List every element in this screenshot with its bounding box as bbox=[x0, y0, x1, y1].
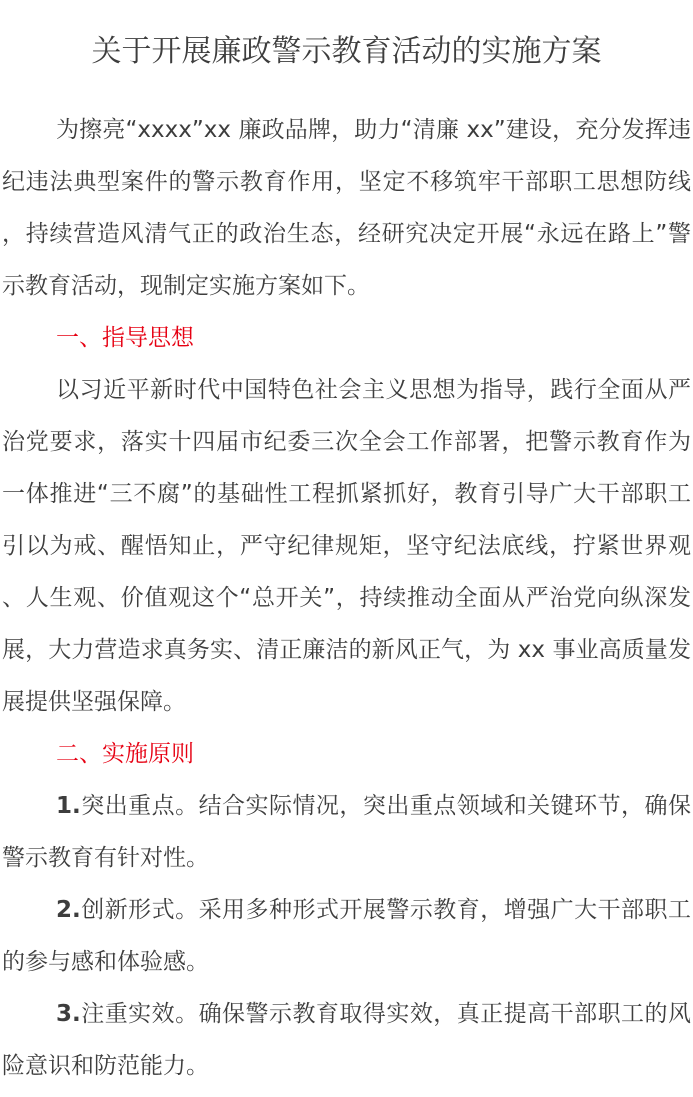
guiding-ideology-paragraph: 以习近平新时代中国特色社会主义思想为指导，践行全面从严治党要求，落实十四届市纪委三次全会工作部署，把警示教育作为一体推进“三不腐”的基础性工程抓紧抓好，教育引导广大干部职工引以为戒、醒悟知止，严守纪律规矩，坚守纪法底线，拧紧世界观、人生观、价值观这个“总开关”，持续推动全面从严治党向纵深发展，大力营造求真务实、清正廉洁的新风正气，为 xx 事业高质量发展提供坚强保障。 bbox=[2, 377, 691, 715]
principle-number: 2. bbox=[56, 897, 81, 923]
principle-number: 1. bbox=[56, 793, 81, 819]
document-body bbox=[2, 104, 691, 1092]
intro-paragraph: 为擦亮“xxxx”xx 廉政品牌，助力“清廉 xx”建设，充分发挥违纪违法典型案件的警示教育作用，坚定不移筑牢干部职工思想防线，持续营造风清气正的政治生态，经研究决定开展“永远在路上”警示教育活动，现制定实施方案如下。 bbox=[2, 117, 691, 299]
document-title: 关于开展廉政警示教育活动的实施方案 bbox=[91, 34, 602, 69]
principle-item bbox=[2, 780, 691, 884]
principle-number: 3. bbox=[56, 1001, 81, 1027]
section-heading-principles: 二、实施原则 bbox=[56, 741, 194, 767]
principle-text: 创新形式。采用多种形式开展警示教育，增强广大干部职工的参与感和体验感。 bbox=[2, 897, 691, 975]
principle-item bbox=[2, 988, 691, 1092]
principle-item bbox=[2, 884, 691, 988]
principle-text: 突出重点。结合实际情况，突出重点领域和关键环节，确保警示教育有针对性。 bbox=[2, 793, 691, 871]
section-heading-guiding-ideology: 一、指导思想 bbox=[56, 325, 194, 351]
principle-text: 注重实效。确保警示教育取得实效，真正提高干部职工的风险意识和防范能力。 bbox=[2, 1001, 691, 1079]
